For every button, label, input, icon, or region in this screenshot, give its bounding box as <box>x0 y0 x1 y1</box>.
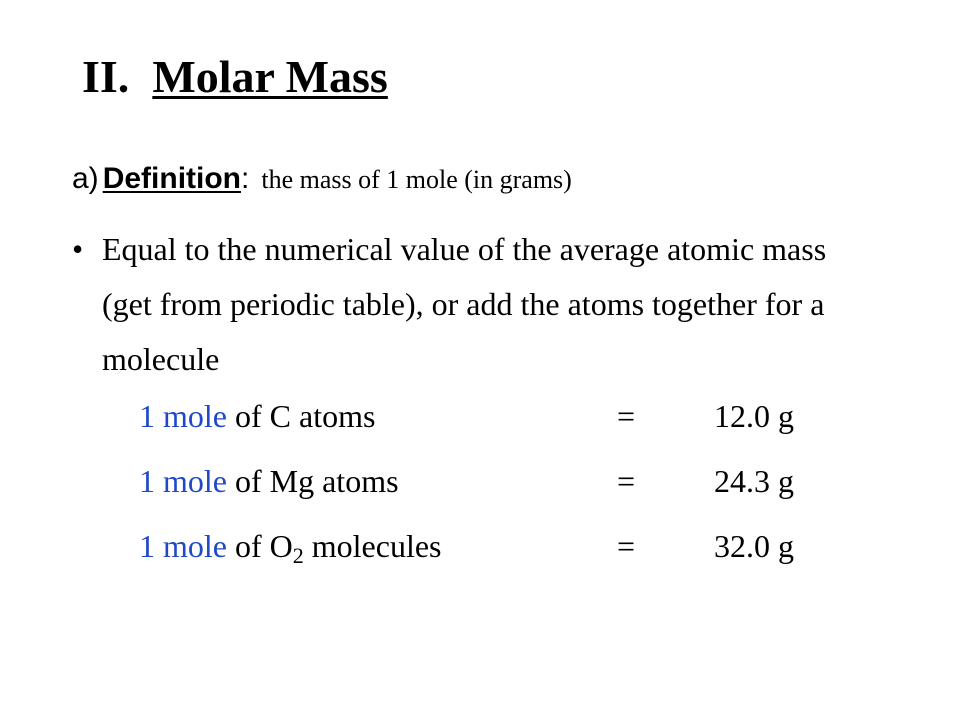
example-species: C <box>269 398 291 434</box>
bullet-icon: • <box>72 231 84 267</box>
definition-line <box>72 162 572 196</box>
example-row-carbon <box>139 398 794 438</box>
example-row-oxygen <box>139 528 794 568</box>
example-equals: = <box>617 528 636 564</box>
example-species-subscript: 2 <box>292 543 304 568</box>
bullet-point <box>72 222 872 387</box>
definition-colon: : <box>241 162 250 195</box>
example-species-symbol: O <box>269 528 293 564</box>
example-of: of <box>234 528 262 564</box>
example-unit: atoms <box>322 463 399 499</box>
example-species: Mg <box>269 463 315 499</box>
example-of: of <box>234 463 262 499</box>
example-mole: 1 mole <box>139 463 227 499</box>
example-equals: = <box>617 463 636 499</box>
example-species <box>269 528 304 568</box>
example-unit: atoms <box>298 398 376 434</box>
example-mole: 1 mole <box>139 398 227 434</box>
example-value: 24.3 g <box>714 463 794 499</box>
bullet-text: Equal to the numerical value of the average atomic mass (get from periodic table), or add the atoms together for a molecule <box>102 231 827 377</box>
example-equals: = <box>617 398 636 434</box>
definition-term: Definition <box>102 162 241 195</box>
definition-prefix: a) <box>72 162 99 195</box>
example-mole: 1 mole <box>139 528 227 564</box>
example-unit: molecules <box>311 528 442 564</box>
title-prefix: II. <box>82 51 130 102</box>
title-main: Molar Mass <box>152 51 388 102</box>
example-value: 32.0 g <box>714 528 794 564</box>
slide-title <box>82 50 388 103</box>
example-of: of <box>234 398 270 434</box>
definition-text: the mass of 1 mole (in grams) <box>261 165 572 194</box>
example-row-magnesium <box>139 463 794 503</box>
example-value: 12.0 g <box>714 398 794 434</box>
